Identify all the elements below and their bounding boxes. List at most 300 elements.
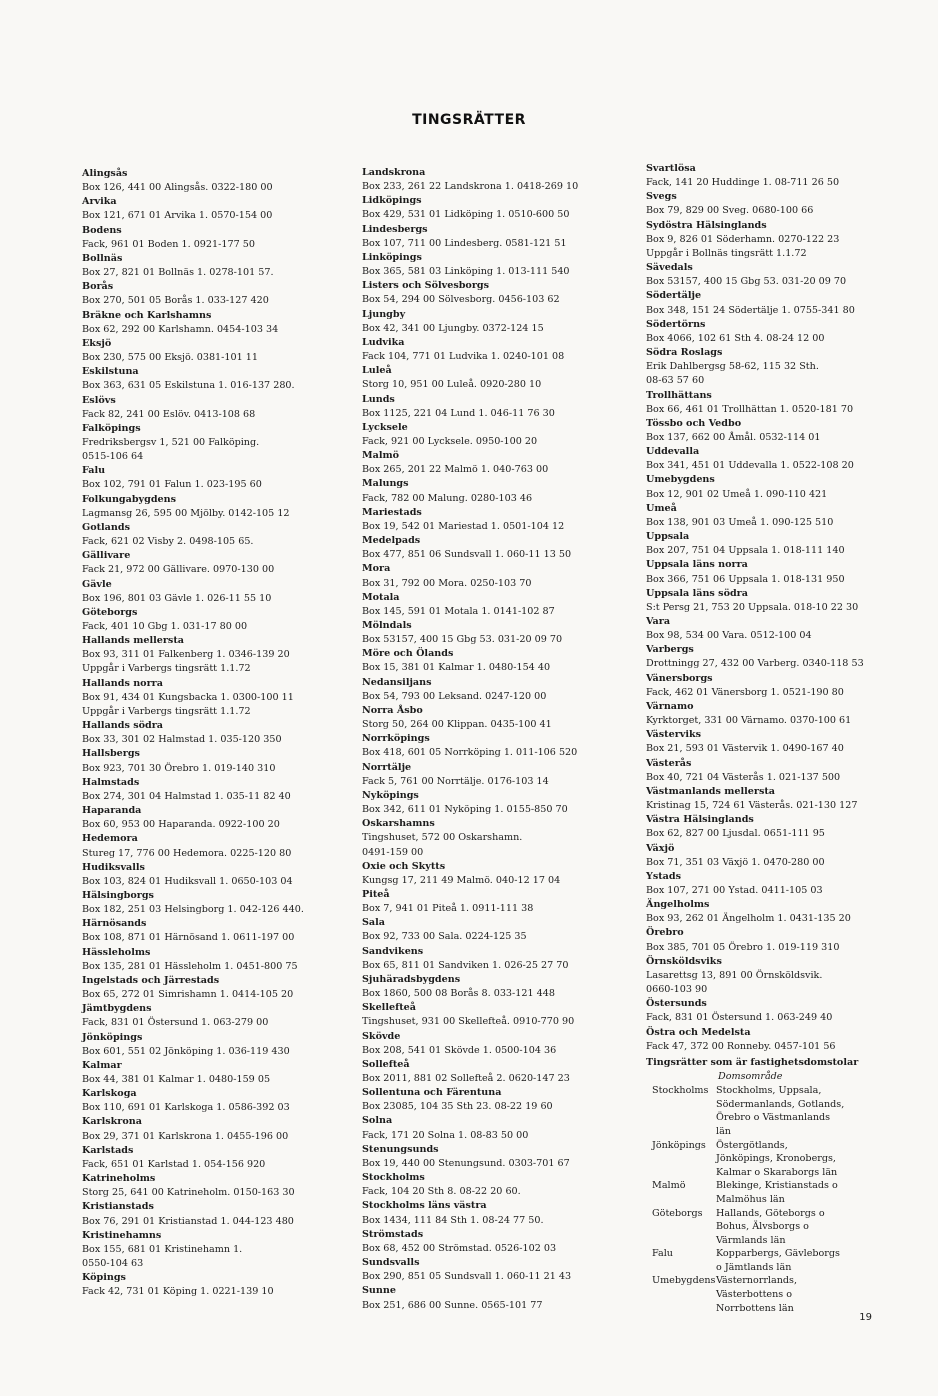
court-name: Lidköpings [362,195,422,207]
court-entry [362,732,624,760]
court-name: Möre och Ölands [362,648,454,660]
court-address: Box 62, 292 00 Karlshamn. 0454-103 34 [82,323,279,335]
court-name: Svegs [646,191,677,203]
court-address: Box 138, 901 03 Umeå 1. 090-125 510 [646,516,834,528]
court-name: Bodens [82,224,122,236]
court-name: Malungs [362,478,409,490]
court-entry [362,1171,624,1199]
court-entry [362,704,624,732]
court-address: Box 65, 272 01 Simrishamn 1. 0414-105 20 [82,989,294,1001]
property-court-row [646,1179,902,1206]
court-address: Fack, 401 10 Gbg 1. 031-17 80 00 [82,621,248,632]
court-entry [82,917,337,945]
court-address: Box 265, 201 22 Malmö 1. 040-763 00 [362,464,549,476]
court-address: Box 365, 581 03 Linköping 1. 013-111 540 [362,266,570,278]
court-address: Box 477, 851 06 Sundsvall 1. 060-11 13 50 [362,549,572,561]
property-courts-header: Domsområde [718,1071,783,1082]
court-address: Box 19, 440 00 Stenungsund. 0303-701 67 [362,1157,570,1169]
court-name: Västra Hälsinglands [646,814,754,826]
court-address: Kristinag 15, 724 61 Västerås. 021-130 127 [646,800,858,812]
court-name: Karlstads [82,1144,134,1156]
court-entry [646,417,902,445]
court-name: Uppsala läns norra [646,559,748,571]
court-entry [82,1172,337,1200]
court-address: Box 40, 721 04 Västerås 1. 021-137 500 [646,771,841,783]
court-address: Fack, 651 01 Karlstad 1. 054-156 920 [82,1158,266,1170]
property-court-name: Umebygdens [652,1275,716,1287]
court-name: Hässleholms [82,946,151,958]
court-address: Box 107, 711 00 Lindesberg. 0581-121 51 [362,237,567,249]
court-name: Växjö [646,842,675,854]
court-address: Box 29, 371 01 Karlskrona 1. 0455-196 00 [82,1130,289,1142]
court-entry [82,1059,337,1087]
court-entry [82,280,337,308]
court-name: Sunne [362,1285,396,1297]
court-name: Ystads [646,870,682,882]
court-entry [362,251,624,279]
court-address: Box 342, 611 01 Nyköping 1. 0155-850 70 [362,804,568,816]
court-address: Fack 47, 372 00 Ronneby. 0457-101 56 [646,1040,836,1052]
court-address: Box 385, 701 05 Örebro 1. 019-119 310 [646,941,840,953]
court-entry [82,832,337,860]
court-name: Eskilstuna [82,366,139,378]
court-name: Västerviks [646,729,702,741]
court-column-3 [646,162,902,1315]
court-name: Vänersborgs [646,672,713,684]
court-address: Box 27, 821 01 Bollnäs 1. 0278-101 57. [82,267,274,279]
court-address: Box 54, 793 00 Leksand. 0247-120 00 [362,690,547,702]
court-entry [82,337,337,365]
court-entry [362,506,624,534]
court-address: Box 107, 271 00 Ystad. 0411-105 03 [646,884,823,896]
court-address: Box 270, 501 05 Borås 1. 033-127 420 [82,295,269,307]
court-entry [82,493,337,521]
court-name: Jönköpings [82,1031,143,1043]
court-address: Box 54, 294 00 Sölvesborg. 0456-103 62 [362,294,560,306]
court-entry [362,1086,624,1114]
court-entry [646,926,902,954]
court-address: Fack 82, 241 00 Eslöv. 0413-108 68 [82,408,256,420]
court-address: Box 196, 801 03 Gävle 1. 026-11 55 10 [82,592,272,604]
court-address: Uppgår i Varbergs tingsrätt 1.1.72 [82,705,251,717]
court-address: Box 251, 686 00 Sunne. 0565-101 77 [362,1299,543,1311]
court-name: Umeå [646,502,677,514]
court-entry [646,785,902,813]
court-entry [646,842,902,870]
court-entry [362,619,624,647]
court-name: Sävedals [646,262,693,274]
court-name: Norrköpings [362,733,430,745]
court-address: Box 9, 826 01 Söderhamn. 0270-122 23 [646,233,840,245]
court-name: Landskrona [362,167,426,178]
court-address: Box 79, 829 00 Sveg. 0680-100 66 [646,205,814,217]
court-entry [82,606,337,634]
court-name: Hudiksvalls [82,861,145,873]
court-name: Piteå [362,888,390,900]
court-name: Umebygdens [646,474,715,486]
court-entry [362,1001,624,1029]
court-name: Västerås [646,757,692,769]
court-address: Box 135, 281 01 Hässleholm 1. 0451-800 75 [82,960,298,972]
court-entry [362,973,624,1001]
court-entry [362,1143,624,1171]
property-court-name: Malmö [652,1180,686,1192]
court-name: Östersunds [646,998,707,1010]
court-name: Nedansiljans [362,676,432,688]
court-entry [362,1058,624,1086]
court-entry [646,757,902,785]
court-entry [646,473,902,501]
court-name: Ludvika [362,336,405,348]
court-entry [82,634,337,676]
court-name: Hedemora [82,833,138,845]
court-entry [362,1030,624,1058]
property-court-area: Stockholms, Uppsala, Södermanlands, Gotlands, Örebro o Västmanlands län [716,1085,845,1137]
court-name: Listers och Sölvesborgs [362,280,490,292]
court-address: Box 1434, 111 84 Sth 1. 08-24 77 50. [362,1214,544,1226]
court-entry [646,700,902,728]
court-name: Lycksele [362,421,408,433]
court-name: Oxie och Skytts [362,860,446,872]
court-entry [82,1031,337,1059]
court-entry [362,1114,624,1142]
court-address: Storg 50, 264 00 Klippan. 0435-100 41 [362,719,552,731]
court-address: Drottningg 27, 432 00 Varberg. 0340-118 53 [646,658,864,670]
court-name: Södra Roslags [646,347,723,359]
court-entry [646,289,902,317]
court-name: Linköpings [362,251,422,263]
court-name: Hallands mellersta [82,635,184,647]
court-address: Fack 5, 761 00 Norrtälje. 0176-103 14 [362,775,549,787]
property-court-name: Göteborgs [652,1207,703,1219]
court-name: Södertörns [646,318,706,330]
court-address: Box 93, 262 01 Ängelholm 1. 0431-135 20 [646,913,851,925]
court-entry [82,422,337,464]
court-name: Lindesbergs [362,223,428,235]
court-name: Folkungabygdens [82,493,177,505]
court-address: Box 208, 541 01 Skövde 1. 0500-104 36 [362,1044,557,1056]
court-name: Gotlands [82,521,130,533]
court-address: Fack 21, 972 00 Gällivare. 0970-130 00 [82,564,275,576]
property-court-name: Stockholms [652,1085,709,1097]
court-address: Storg 10, 951 00 Luleå. 0920-280 10 [362,379,542,391]
court-address: Box 110, 691 01 Karlskoga 1. 0586-392 03 [82,1102,290,1114]
court-entry [82,861,337,889]
court-entry [362,166,624,194]
court-name: Sala [362,917,386,929]
court-entry [646,346,902,388]
court-entry [362,393,624,421]
court-entry [82,946,337,974]
court-address: Fack, 104 20 Sth 8. 08-22 20 60. [362,1186,521,1198]
court-address: Fredriksbergsv 1, 521 00 Falköping. [82,436,260,448]
property-court-row [646,1084,902,1138]
property-court-row [646,1139,902,1180]
court-entry [82,394,337,422]
court-name: Varbergs [646,644,694,656]
court-address: 0550-104 63 [82,1258,144,1270]
court-name: Skövde [362,1030,401,1042]
court-entry [362,364,624,392]
court-entry [646,955,902,997]
court-name: Stockholms [362,1172,425,1184]
court-address: 08-63 57 60 [646,375,705,387]
court-address: Box 21, 593 01 Västervik 1. 0490-167 40 [646,743,844,755]
court-entry [82,1087,337,1115]
court-name: Hallsbergs [82,748,140,760]
court-address: Box 1860, 500 08 Borås 8. 033-121 448 [362,988,555,1000]
court-name: Sandvikens [362,945,424,957]
court-entry [82,578,337,606]
court-name: Mölndals [362,620,412,631]
court-entry [362,1228,624,1256]
court-entry [646,672,902,700]
court-entry [82,776,337,804]
court-address: Box 207, 751 04 Uppsala 1. 018-111 140 [646,545,845,557]
court-address: Storg 25, 641 00 Katrineholm. 0150-163 30 [82,1187,295,1199]
court-name: Kristianstads [82,1201,154,1213]
court-address: Box 91, 434 01 Kungsbacka 1. 0300-100 11 [82,691,294,703]
court-entry [362,223,624,251]
court-name: Örnsköldsviks [646,955,722,967]
court-address: Box 65, 811 01 Sandviken 1. 026-25 27 70 [362,959,569,971]
court-address: Fack, 831 01 Östersund 1. 063-249 40 [646,1012,833,1024]
court-name: Eslövs [82,394,116,406]
court-name: Borås [82,281,114,293]
court-entry [82,719,337,747]
court-entry [362,817,624,859]
court-entry [362,1256,624,1284]
court-entry [362,1199,624,1227]
court-entry [646,728,902,756]
court-address: Box 923, 701 30 Örebro 1. 019-140 310 [82,762,276,774]
court-entry [82,1144,337,1172]
court-name: Ängelholms [646,899,710,911]
court-name: Halmstads [82,776,140,788]
court-address: Tingshuset, 931 00 Skellefteå. 0910-770 90 [362,1016,575,1028]
court-entry [646,219,902,261]
court-name: Sollefteå [362,1058,410,1070]
court-entry [362,194,624,222]
court-name: Värnamo [646,700,694,712]
court-entry [82,747,337,775]
court-address: Lagmansg 26, 595 00 Mjölby. 0142-105 12 [82,507,290,519]
court-address: Box 363, 631 05 Eskilstuna 1. 016-137 280. [82,380,295,392]
court-name: Stenungsunds [362,1143,439,1155]
court-name: Falu [82,465,106,477]
court-name: Härnösands [82,918,147,930]
court-name: Sundsvalls [362,1257,420,1269]
court-entry [82,974,337,1002]
court-address: Box 145, 591 01 Motala 1. 0141-102 87 [362,605,555,617]
court-name: Karlskoga [82,1088,137,1100]
court-address: Uppgår i Varbergs tingsrätt 1.1.72 [82,663,251,675]
court-entry [82,195,337,223]
court-entry [362,591,624,619]
court-address: Box 60, 953 00 Haparanda. 0922-100 20 [82,819,280,831]
court-name: Eksjö [82,337,112,349]
court-name: Nyköpings [362,789,419,801]
court-address: Box 12, 901 02 Umeå 1. 090-110 421 [646,488,828,500]
court-address: Lasarettsg 13, 891 00 Örnsköldsvik. [646,969,823,981]
court-address: Kungsg 17, 211 49 Malmö. 040-12 17 04 [362,874,561,886]
court-address: Box 42, 341 00 Ljungby. 0372-124 15 [362,322,544,334]
court-entry [646,445,902,473]
court-address: Box 33, 301 02 Halmstad 1. 035-120 350 [82,734,282,746]
court-name: Solna [362,1115,393,1127]
property-court-row [646,1247,902,1274]
court-address: Box 53157, 400 15 Gbg 53. 031-20 09 70 [646,276,847,288]
court-address: Fack, 171 20 Solna 1. 08-83 50 00 [362,1129,529,1141]
court-name: Arvika [82,196,117,208]
court-entry [646,558,902,586]
court-entry [82,167,337,195]
court-address: Fack, 921 00 Lycksele. 0950-100 20 [362,435,538,447]
court-address: Fack, 831 01 Östersund 1. 063-279 00 [82,1017,269,1029]
court-name: Katrineholms [82,1173,156,1185]
court-address: Box 44, 381 01 Kalmar 1. 0480-159 05 [82,1074,271,1085]
court-name: Sydöstra Hälsinglands [646,219,767,231]
court-address: Stureg 17, 776 00 Hedemora. 0225-120 80 [82,847,292,859]
page-number: 19 [859,1312,872,1323]
court-entry [646,997,902,1025]
court-entry [362,761,624,789]
court-name: Ljungby [362,308,406,320]
court-entry [362,945,624,973]
court-address: Box 341, 451 01 Uddevalla 1. 0522-108 20 [646,460,854,472]
court-address: Box 108, 871 01 Härnösand 1. 0611-197 00 [82,932,295,944]
court-entry [646,1026,902,1054]
property-court-area: Hallands, Göteborgs o Bohus, Älvsborgs o Värmlands län [716,1207,825,1246]
court-entry [646,898,902,926]
property-courts-title: Tingsrätter som är fastighetsdomstolar [646,1056,859,1068]
court-address: Box 71, 351 03 Växjö 1. 0470-280 00 [646,856,825,868]
court-address: Box 93, 311 01 Falkenberg 1. 0346-139 20 [82,649,290,661]
court-entry [82,1271,337,1299]
court-address: Fack, 621 02 Visby 2. 0498-105 65. [82,536,254,548]
court-name: Stockholms läns västra [362,1200,487,1212]
court-name: Köpings [82,1272,126,1284]
court-entry [362,888,624,916]
court-name: Ingelstads och Järrestads [82,974,220,986]
court-address: Box 274, 301 04 Halmstad 1. 035-11 82 40 [82,790,291,802]
court-entry [82,464,337,492]
court-address: Box 121, 671 01 Arvika 1. 0570-154 00 [82,210,273,222]
property-court-area: Västernorrlands, Västerbottens o Norrbottens län [716,1275,798,1314]
court-name: Malmö [362,450,400,462]
court-address: Box 366, 751 06 Uppsala 1. 018-131 950 [646,573,845,585]
court-entry [82,1200,337,1228]
court-address: Box 230, 575 00 Eksjö. 0381-101 11 [82,352,258,364]
property-courts-section [646,1056,902,1315]
court-address: Box 92, 733 00 Sala. 0224-125 35 [362,931,527,943]
court-address: Box 290, 851 05 Sundsvall 1. 060-11 21 43 [362,1271,572,1283]
court-entry [646,261,902,289]
court-name: Uppsala läns södra [646,587,748,599]
court-name: Jämtbygdens [82,1003,152,1015]
court-address: Box 102, 791 01 Falun 1. 023-195 60 [82,479,262,491]
court-name: Vara [646,616,671,627]
court-name: Svartlösa [646,163,696,174]
court-name: Motala [362,591,400,603]
court-address: Tingshuset, 572 00 Oskarshamn. [362,832,523,844]
court-entry [362,449,624,477]
court-address: Box 31, 792 00 Mora. 0250-103 70 [362,577,532,589]
court-name: Bräkne och Karlshamns [82,309,212,321]
court-name: Skellefteå [362,1002,416,1014]
court-column-2 [362,166,624,1313]
court-address: Box 348, 151 24 Södertälje 1. 0755-341 80 [646,304,855,316]
property-court-name: Jönköpings [652,1139,706,1151]
court-entry [82,549,337,577]
court-entry [646,615,902,643]
court-address: Erik Dahlbergsg 58-62, 115 32 Sth. [646,361,819,373]
court-address: 0515-106 64 [82,451,144,463]
court-entry [82,309,337,337]
court-address: Box 76, 291 01 Kristianstad 1. 044-123 480 [82,1215,294,1227]
court-entry [82,889,337,917]
court-name: Haparanda [82,805,142,817]
court-entry [82,365,337,393]
court-address: Box 233, 261 22 Landskrona 1. 0418-269 10 [362,181,579,193]
court-entry [646,813,902,841]
court-address: Box 66, 461 01 Trollhättan 1. 0520-181 70 [646,403,854,415]
court-name: Hallands södra [82,720,163,732]
court-entry [362,676,624,704]
property-court-area: Östergötlands, Jönköpings, Kronobergs, Kalmar o Skaraborgs län [716,1139,838,1178]
court-entry [82,804,337,832]
court-entry [646,587,902,615]
court-entry [82,224,337,252]
court-name: Västmanlands mellersta [646,785,775,797]
court-address: Box 1125, 221 04 Lund 1. 046-11 76 30 [362,407,555,419]
property-court-name: Falu [652,1248,673,1260]
property-court-area: Blekinge, Kristianstads o Malmöhus län [716,1180,838,1205]
court-address: Box 62, 827 00 Ljusdal. 0651-111 95 [646,828,825,840]
court-name: Medelpads [362,535,421,547]
court-name: Hälsingborgs [82,889,154,901]
court-entry [646,502,902,530]
court-address: Box 601, 551 02 Jönköping 1. 036-119 430 [82,1045,290,1057]
court-name: Uddevalla [646,446,700,458]
court-entry [362,860,624,888]
court-name: Hallands norra [82,677,163,689]
court-entry [362,477,624,505]
court-name: Sollentuna och Färentuna [362,1087,502,1099]
court-address: Box 418, 601 05 Norrköping 1. 011-106 520 [362,747,578,759]
court-address: Box 23085, 104 35 Sth 23. 08-22 19 60 [362,1101,553,1113]
court-entry [362,308,624,336]
court-address: Box 19, 542 01 Mariestad 1. 0501-104 12 [362,520,565,532]
court-address: S:t Persg 21, 753 20 Uppsala. 018-10 22 30 [646,601,859,613]
court-name: Sjuhäradsbygdens [362,973,461,985]
court-entry [646,389,902,417]
court-address: Box 182, 251 03 Helsingborg 1. 042-126 440. [82,904,304,916]
court-entry [646,162,902,190]
court-address: Box 98, 534 00 Vara. 0512-100 04 [646,630,812,642]
court-name: Trollhättans [646,389,712,401]
court-address: Box 126, 441 00 Alingsås. 0322-180 00 [82,182,273,194]
court-name: Norra Åsbo [362,704,423,716]
court-address: Fack 42, 731 01 Köping 1. 0221-139 10 [82,1286,274,1298]
court-address: Box 137, 662 00 Åmål. 0532-114 01 [646,431,821,443]
court-address: Box 7, 941 01 Piteå 1. 0911-111 38 [362,903,534,915]
court-address: 0660-103 90 [646,984,708,996]
court-entry [82,521,337,549]
court-entry [362,279,624,307]
court-name: Gällivare [82,550,131,562]
court-entry [362,562,624,590]
